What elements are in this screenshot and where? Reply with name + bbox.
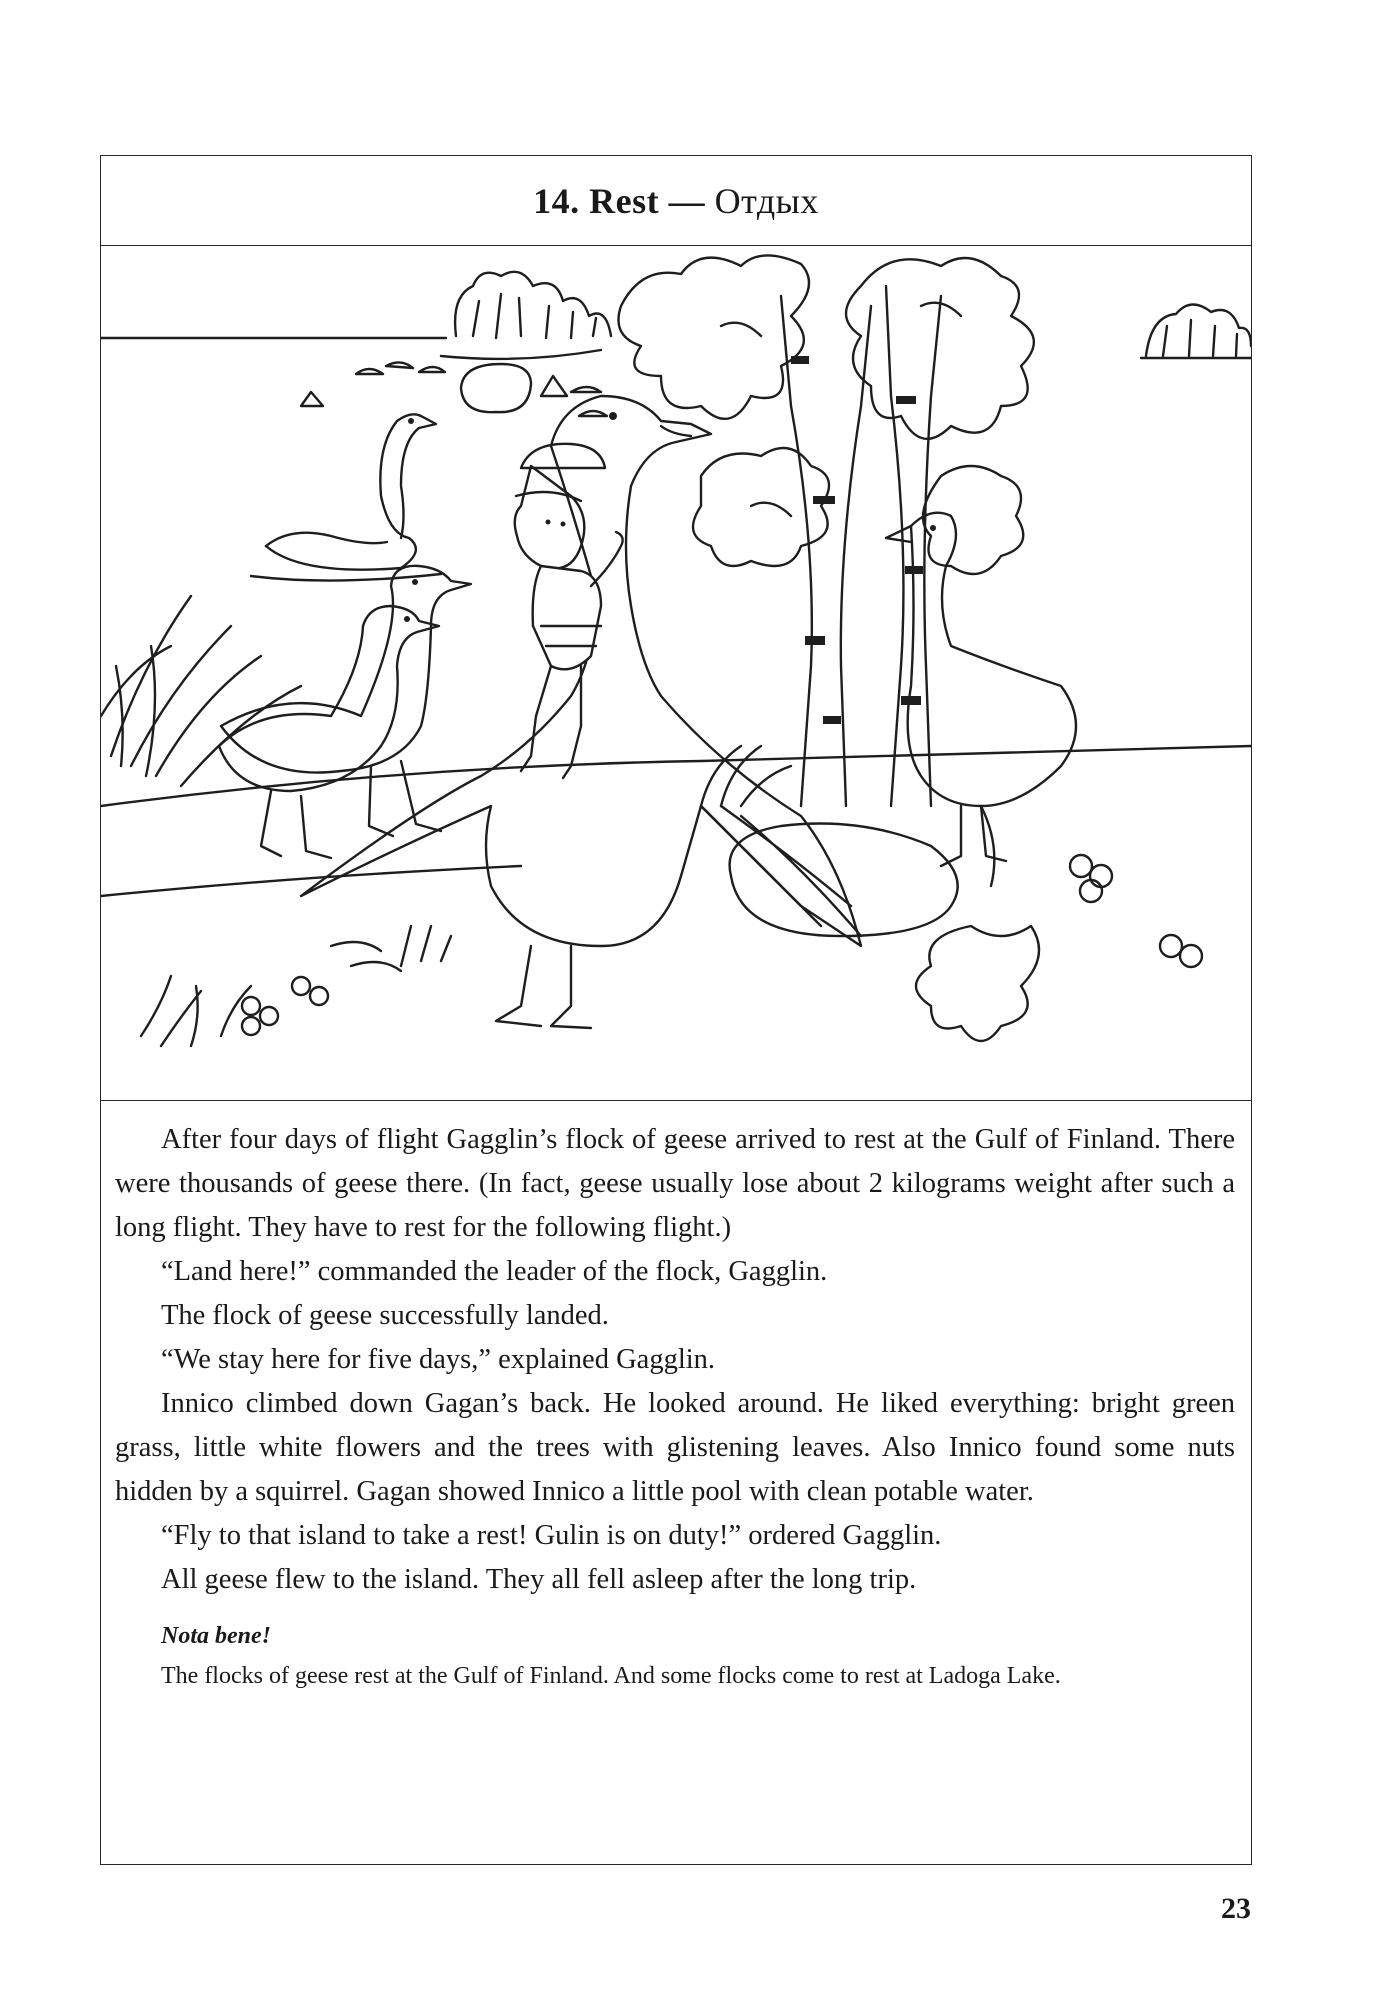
page-number: 23 bbox=[1221, 1892, 1251, 1925]
gnome-innico bbox=[515, 466, 623, 778]
chapter-title-ru: Отдых bbox=[714, 180, 819, 221]
story-paragraph: All geese flew to the island. They all fell asleep after the long trip. bbox=[161, 1564, 917, 1595]
chapter-number: 14. bbox=[533, 180, 580, 221]
story-text bbox=[115, 1118, 1235, 1602]
reeds-left bbox=[101, 596, 301, 786]
story-paragraph: After four days of flight Gagglin’s flock of geese arrived to rest at the Gulf of Finland. There were thousands of geese there. (In fact, geese usually lose about 2 kilograms weight after such a long flight. They have to rest for the following flight.) bbox=[115, 1124, 1235, 1243]
goose-right bbox=[886, 513, 1076, 866]
stones bbox=[301, 362, 607, 468]
swimming-goose bbox=[251, 414, 441, 580]
page-frame bbox=[100, 155, 1252, 1865]
nota-bene-box bbox=[115, 1616, 1235, 1696]
coloring-illustration bbox=[101, 246, 1251, 1101]
story-paragraph: “We stay here for five days,” explained Gagglin. bbox=[161, 1344, 716, 1375]
nota-bene-text: The flocks of geese rest at the Gulf of Finland. And some flocks come to rest at Ladoga Lake. bbox=[161, 1663, 1061, 1689]
shoreline bbox=[101, 746, 1251, 806]
pool bbox=[730, 824, 958, 937]
island-shore bbox=[441, 350, 601, 359]
title-band bbox=[101, 156, 1251, 246]
tree-foliage bbox=[619, 255, 1034, 574]
nota-bene-heading: Nota bene! bbox=[161, 1623, 271, 1649]
page-title bbox=[533, 180, 819, 222]
story-paragraph: Innico climbed down Gagan’s back. He looked around. He liked everything: bright green grass, little white flowers and the trees with glistening leaves. Also Innico found some nuts hidden by a squirrel. Gagan showed Innico a little pool with clean potable water. bbox=[115, 1388, 1235, 1507]
chapter-title-en: Rest bbox=[589, 180, 660, 221]
story-paragraph: The flock of geese successfully landed. bbox=[161, 1300, 609, 1331]
story-paragraph: “Fly to that island to take a rest! Gulin is on duty!” ordered Gagglin. bbox=[161, 1520, 942, 1551]
goose-group-left bbox=[219, 566, 471, 858]
island-trees bbox=[455, 272, 1251, 356]
title-dash: — bbox=[668, 180, 706, 221]
story-paragraph: “Land here!” commanded the leader of the flock, Gagglin. bbox=[161, 1256, 828, 1287]
geese-scene-drawing bbox=[101, 246, 1251, 1099]
